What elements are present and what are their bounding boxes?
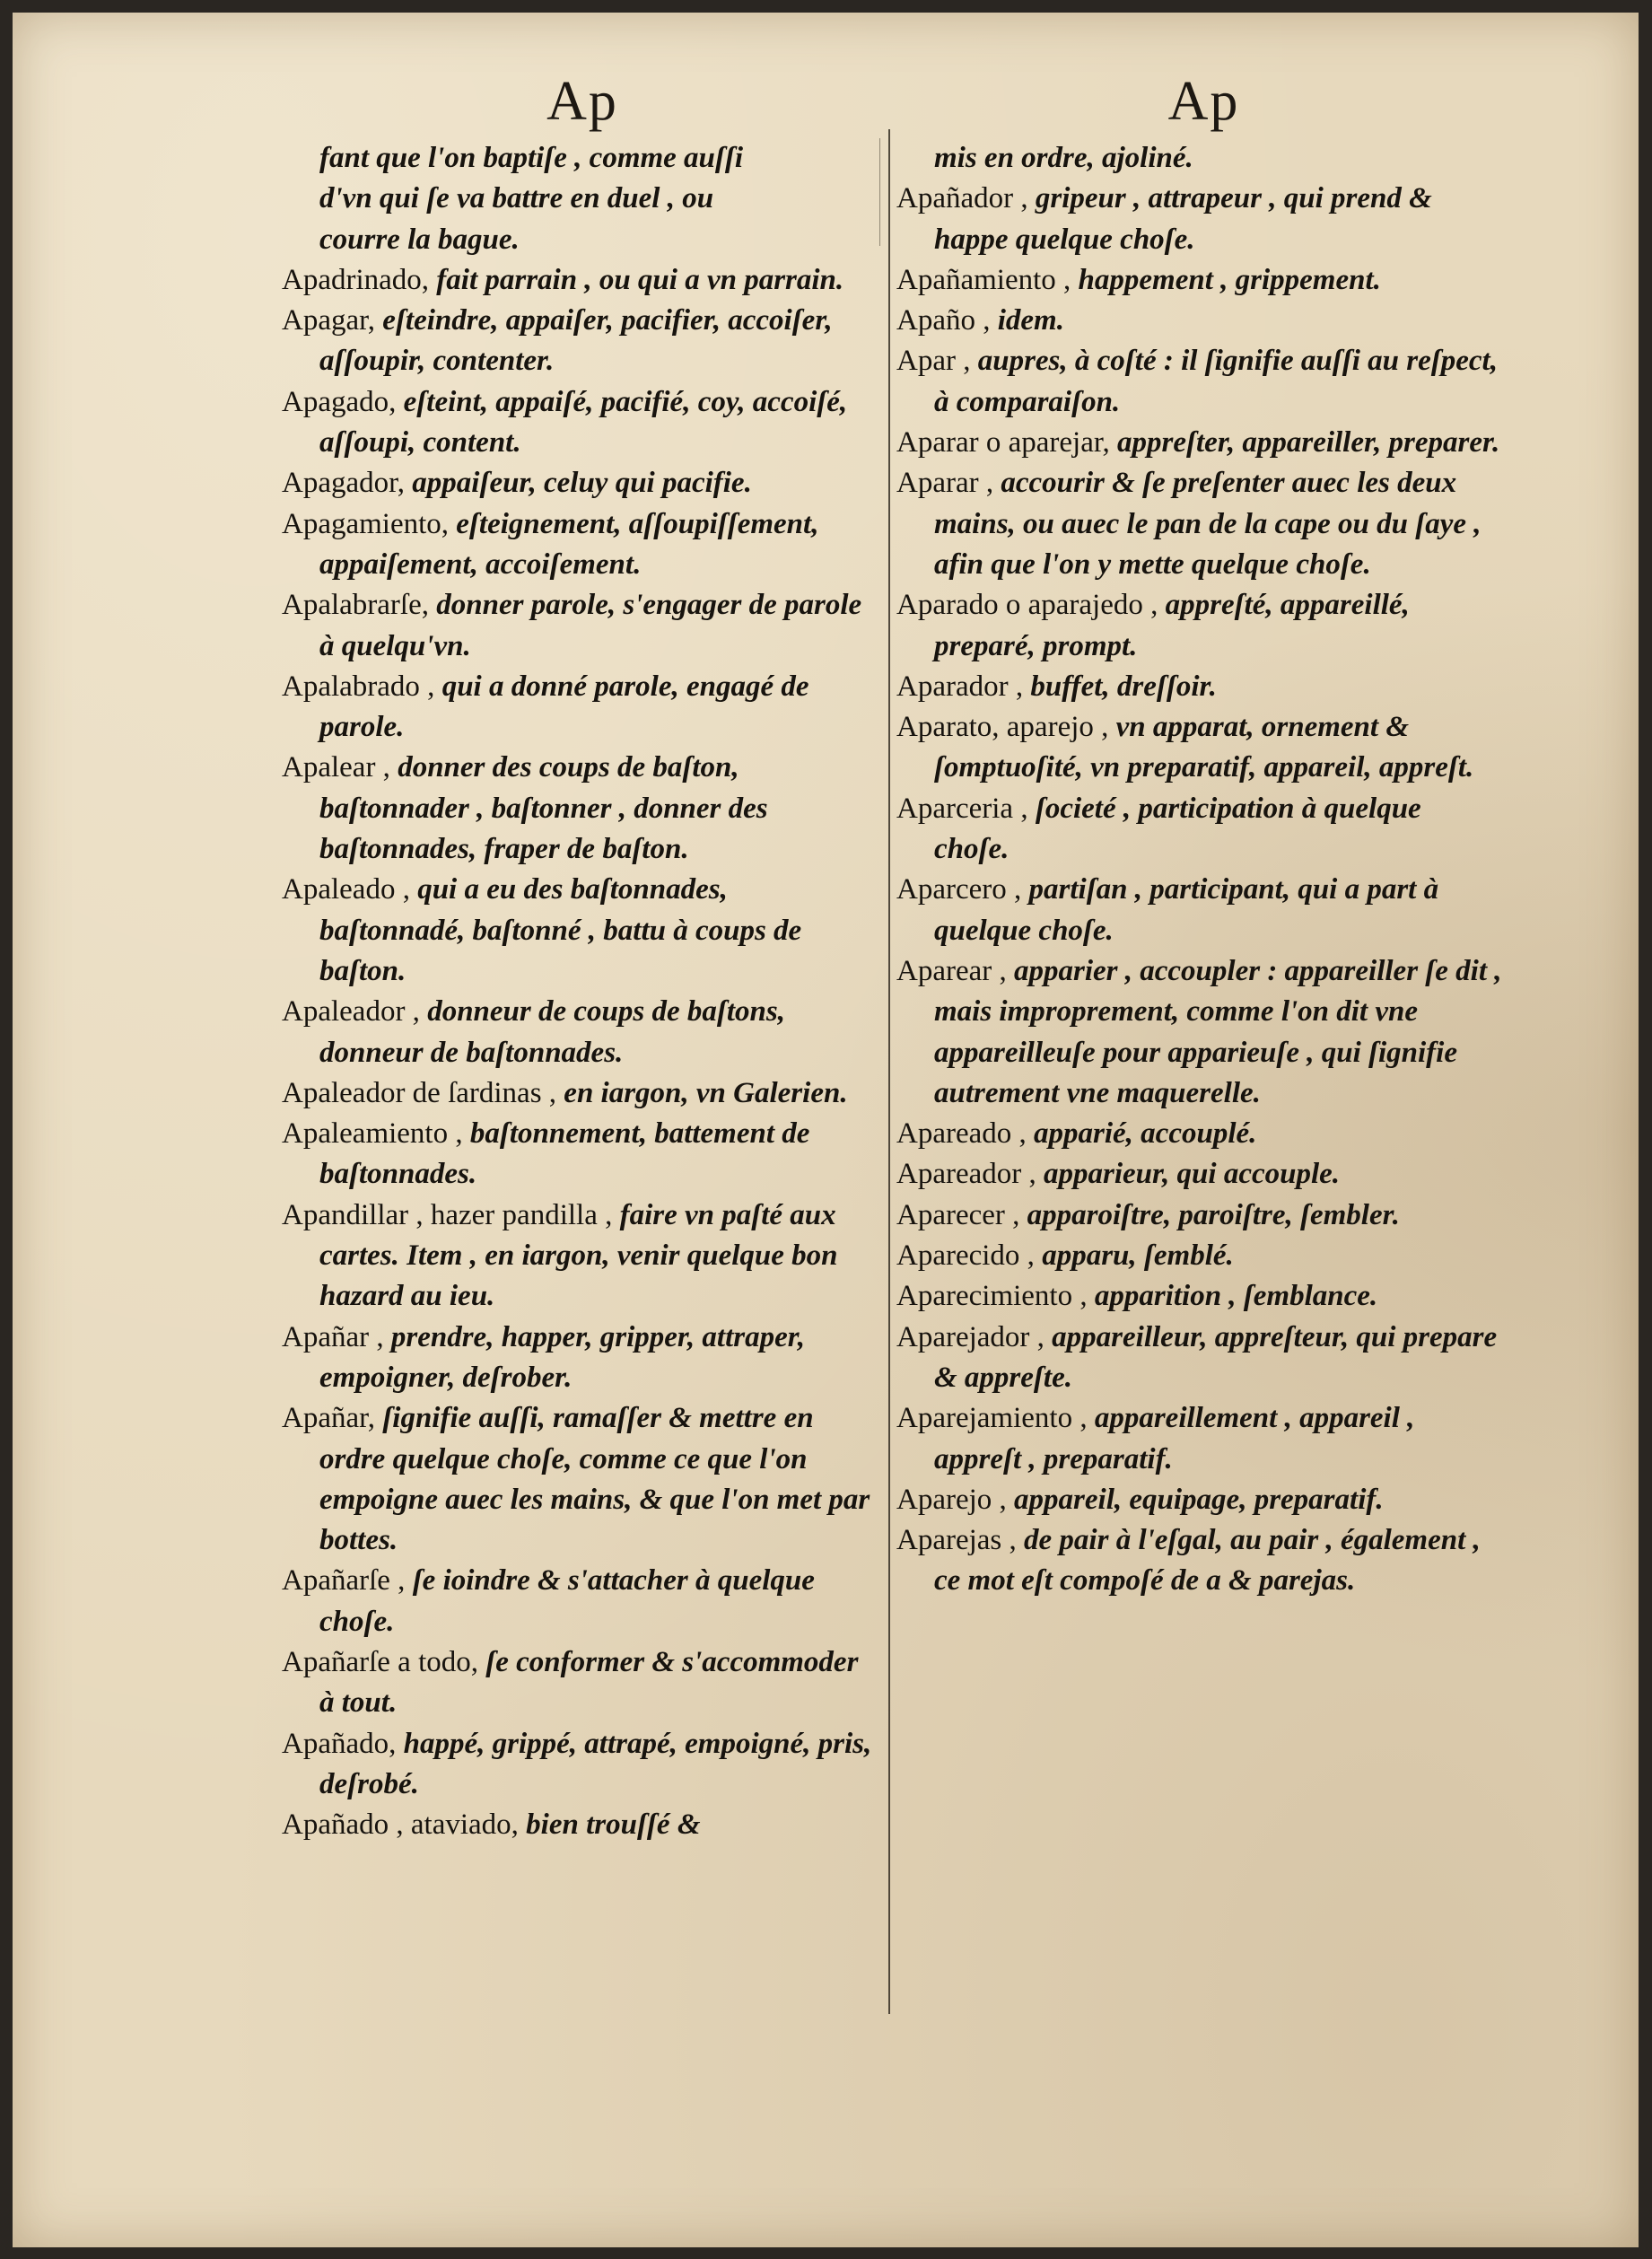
entry-headword: Aparecido , bbox=[896, 1239, 1035, 1273]
dictionary-entry bbox=[896, 341, 1502, 423]
entry-headword: Apareado , bbox=[896, 1117, 1027, 1151]
entry-definition: gripeur , attrapeur , qui prend & happe quelque choſe. bbox=[934, 182, 1432, 256]
entry-definition: qui a donné parole, engagé de parole. bbox=[319, 670, 809, 744]
entry-definition: en iargon, vn Galerien. bbox=[564, 1076, 848, 1109]
dictionary-entry bbox=[896, 1520, 1502, 1602]
right-continuation bbox=[896, 138, 1502, 179]
entry-headword: Apagamiento, bbox=[282, 507, 450, 540]
entry-headword: Aparato, aparejo , bbox=[896, 711, 1109, 744]
entry-definition: happement , grippement. bbox=[1078, 263, 1381, 296]
right-entry-list bbox=[896, 179, 1502, 1601]
right-column bbox=[896, 70, 1502, 1602]
dictionary-entry bbox=[896, 789, 1502, 871]
dictionary-entry bbox=[282, 1724, 874, 1806]
entry-definition: baſtonnement, battement de baſtonnades. bbox=[319, 1117, 810, 1191]
entry-headword: Apagar, bbox=[282, 304, 376, 337]
dictionary-entry bbox=[282, 1398, 874, 1561]
column-divider bbox=[888, 129, 890, 2014]
entry-definition: buffet, dreſſoir. bbox=[1030, 670, 1217, 703]
entry-definition: appreſté, appareillé, preparé, prompt. bbox=[934, 589, 1410, 662]
entry-headword: Apañar, bbox=[282, 1402, 376, 1435]
entry-headword: Aparar o aparejar, bbox=[896, 426, 1110, 460]
dictionary-entry bbox=[282, 301, 874, 382]
entry-definition: apparié, accouplé. bbox=[1034, 1117, 1257, 1151]
entry-definition: eſteint, appaiſé, pacifié, coy, accoiſé, aſſoupi, content. bbox=[319, 385, 848, 460]
entry-definition: eſteindre, appaiſer, pacifier, accoiſer, aſſoupir, contenter. bbox=[319, 304, 833, 378]
entry-headword: Aparear , bbox=[896, 954, 1007, 987]
entry-headword: Apar , bbox=[896, 345, 971, 378]
entry-definition: appaiſeur, celuy qui pacifie. bbox=[412, 467, 752, 500]
entry-definition: apparition , ſemblance. bbox=[1094, 1280, 1378, 1313]
dictionary-entry bbox=[282, 1642, 874, 1724]
entry-headword: Apareador , bbox=[896, 1158, 1036, 1191]
entry-definition: apparoiſtre, paroiſtre, ſembler. bbox=[1027, 1198, 1400, 1231]
entry-headword: Apañar , bbox=[282, 1320, 384, 1353]
entry-headword: Apandillar , hazer pandilla , bbox=[282, 1198, 613, 1231]
column-rule-left-fragment bbox=[879, 138, 880, 246]
entry-definition: apparieur, qui accouple. bbox=[1044, 1158, 1341, 1191]
entry-definition: donneur de coups de baſtons, donneur de baſtonnades. bbox=[319, 995, 785, 1069]
dictionary-entry bbox=[896, 260, 1502, 301]
entry-definition: appreſter, appareiller, preparer. bbox=[1117, 426, 1500, 460]
dictionary-entry bbox=[282, 1805, 874, 1845]
dictionary-entry bbox=[896, 870, 1502, 951]
entry-definition: ſocieté , participation à quelque choſe. bbox=[934, 792, 1421, 866]
entry-headword: Apagador, bbox=[282, 467, 406, 500]
entry-definition: partiſan , participant, qui a part à quelque choſe. bbox=[934, 873, 1439, 947]
dictionary-entry bbox=[282, 667, 874, 749]
dictionary-entry bbox=[282, 1114, 874, 1195]
entry-definition: ſe conformer & s'accommoder à tout. bbox=[319, 1645, 859, 1720]
entry-definition: accourir & ſe preſenter auec les deux mains, ou auec le pan de la cape ou du ſaye , afin que l'on y mette quelque choſe. bbox=[934, 467, 1482, 581]
entry-definition: appareil, equipage, preparatif. bbox=[1014, 1483, 1384, 1516]
dictionary-entry bbox=[896, 1480, 1502, 1520]
dictionary-entry bbox=[282, 870, 874, 992]
entry-headword: Apalear , bbox=[282, 751, 390, 784]
continuation-line: fant que l'on baptiſe , comme auſſi bbox=[319, 142, 744, 174]
dictionary-entry bbox=[896, 463, 1502, 585]
entry-headword: Apaleador , bbox=[282, 995, 420, 1029]
right-running-head: Ap bbox=[1167, 71, 1240, 132]
entry-headword: Apañamiento , bbox=[896, 263, 1071, 296]
dictionary-entry bbox=[282, 260, 874, 301]
dictionary-entry bbox=[896, 707, 1502, 789]
entry-headword: Apañador , bbox=[896, 182, 1028, 215]
entry-headword: Apañarſe , bbox=[282, 1564, 406, 1598]
left-continuation bbox=[282, 138, 874, 260]
entry-definition: faire vn paſté aux cartes. Item , en iargon, venir quelque bon hazard au ieu. bbox=[319, 1198, 838, 1313]
dictionary-entry bbox=[896, 179, 1502, 260]
entry-headword: Aparejador , bbox=[896, 1320, 1045, 1353]
entry-headword: Aparejamiento , bbox=[896, 1402, 1088, 1435]
dictionary-entry bbox=[282, 992, 874, 1073]
entry-headword: Apagado, bbox=[282, 385, 397, 418]
entry-headword: Apaleado , bbox=[282, 873, 410, 906]
dictionary-entry bbox=[896, 423, 1502, 463]
entry-definition: appareilleur, appreſteur, qui prepare & appreſte. bbox=[934, 1320, 1498, 1394]
entry-definition: ſignifie auſſi, ramaſſer & mettre en ordre quelque choſe, comme ce que l'on empoigne auec les mains, & que l'on met par bottes. bbox=[319, 1402, 870, 1557]
dictionary-entry bbox=[896, 667, 1502, 707]
entry-headword: Apañarſe a todo, bbox=[282, 1645, 478, 1678]
entry-headword: Aparceria , bbox=[896, 792, 1028, 825]
entry-definition: happé, grippé, attrapé, empoigné, pris, deſrobé. bbox=[319, 1727, 872, 1800]
dictionary-entry bbox=[282, 1561, 874, 1642]
left-column bbox=[282, 70, 874, 1845]
entry-headword: Apadrinado, bbox=[282, 263, 430, 296]
entry-headword: Apaño , bbox=[896, 304, 991, 337]
entry-headword: Apaleamiento , bbox=[282, 1117, 463, 1151]
dictionary-entry bbox=[896, 951, 1502, 1114]
dictionary-entry bbox=[282, 1073, 874, 1114]
dictionary-entry bbox=[896, 1114, 1502, 1154]
dictionary-entry bbox=[282, 463, 874, 503]
dictionary-entry bbox=[282, 382, 874, 464]
entry-headword: Apañado , ataviado, bbox=[282, 1808, 519, 1842]
entry-headword: Apalabrarſe, bbox=[282, 589, 429, 622]
entry-headword: Aparecer , bbox=[896, 1198, 1020, 1231]
dictionary-entry bbox=[282, 504, 874, 586]
continuation-line: d'vn qui ſe va battre en duel , ou bbox=[319, 182, 714, 215]
continuation-line: mis en ordre, ajoliné. bbox=[934, 142, 1193, 174]
dictionary-entry bbox=[896, 1195, 1502, 1236]
dictionary-entry bbox=[896, 1236, 1502, 1276]
entry-definition: ſe ioindre & s'attacher à quelque choſe. bbox=[319, 1564, 815, 1638]
entry-headword: Aparar , bbox=[896, 467, 994, 500]
entry-definition: donner parole, s'engager de parole à quelqu'vn. bbox=[319, 589, 862, 662]
dictionary-entry bbox=[282, 748, 874, 870]
dictionary-entry bbox=[896, 1318, 1502, 1399]
entry-definition: prendre, happer, gripper, attraper, empoigner, deſrober. bbox=[319, 1320, 806, 1394]
entry-headword: Aparejo , bbox=[896, 1483, 1007, 1516]
entry-headword: Aparejas , bbox=[896, 1524, 1017, 1557]
entry-headword: Apaleador de ſardinas , bbox=[282, 1076, 557, 1109]
entry-headword: Apalabrado , bbox=[282, 670, 435, 703]
dictionary-entry bbox=[282, 585, 874, 667]
entry-headword: Aparador , bbox=[896, 670, 1024, 703]
dictionary-entry bbox=[896, 1154, 1502, 1195]
dictionary-entry bbox=[282, 1195, 874, 1318]
entry-definition: qui a eu des baſtonnades, baſtonnadé, baſtonné , battu à coups de baſton. bbox=[319, 873, 802, 987]
entry-definition: apparu, ſemblé. bbox=[1042, 1239, 1234, 1273]
entry-definition: de pair à l'eſgal, au pair , également , ce mot eſt compoſé de a & parejas. bbox=[934, 1524, 1481, 1598]
entry-definition: apparier , accoupler : appareiller ſe dit , mais improprement, comme l'on dit vne appareilleuſe pour apparieuſe , qui ſignifie autrement vne maquerelle. bbox=[934, 954, 1502, 1109]
entry-headword: Aparecimiento , bbox=[896, 1280, 1088, 1313]
entry-definition: eſteignement, aſſoupiſſement, appaiſement, accoiſement. bbox=[319, 507, 819, 581]
entry-definition: idem. bbox=[997, 304, 1064, 337]
book-page bbox=[13, 13, 1639, 2247]
continuation-line: courre la bague. bbox=[319, 223, 520, 256]
entry-definition: vn apparat, ornement & ſomptuoſité, vn preparatif, appareil, appreſt. bbox=[934, 711, 1474, 784]
left-running-head: Ap bbox=[546, 71, 618, 132]
entry-definition: bien trouſſé & bbox=[526, 1808, 701, 1842]
entry-definition: fait parrain , ou qui a vn parrain. bbox=[436, 263, 844, 296]
entry-headword: Aparado o aparajedo , bbox=[896, 589, 1158, 622]
entry-headword: Apañado, bbox=[282, 1727, 397, 1760]
entry-headword: Aparcero , bbox=[896, 873, 1022, 906]
dictionary-entry bbox=[896, 1276, 1502, 1317]
dictionary-entry bbox=[896, 1398, 1502, 1480]
entry-definition: aupres, à coſté : il ſignifie auſſi au reſpect, à comparaiſon. bbox=[934, 345, 1498, 418]
dictionary-entry bbox=[896, 585, 1502, 667]
entry-definition: appareillement , appareil , appreſt , preparatif. bbox=[934, 1402, 1415, 1475]
left-entry-list bbox=[282, 260, 874, 1846]
dictionary-entry bbox=[896, 301, 1502, 341]
entry-definition: donner des coups de baſton, baſtonnader , baſtonner , donner des baſtonnades, fraper de baſton. bbox=[319, 751, 768, 866]
dictionary-entry bbox=[282, 1318, 874, 1399]
